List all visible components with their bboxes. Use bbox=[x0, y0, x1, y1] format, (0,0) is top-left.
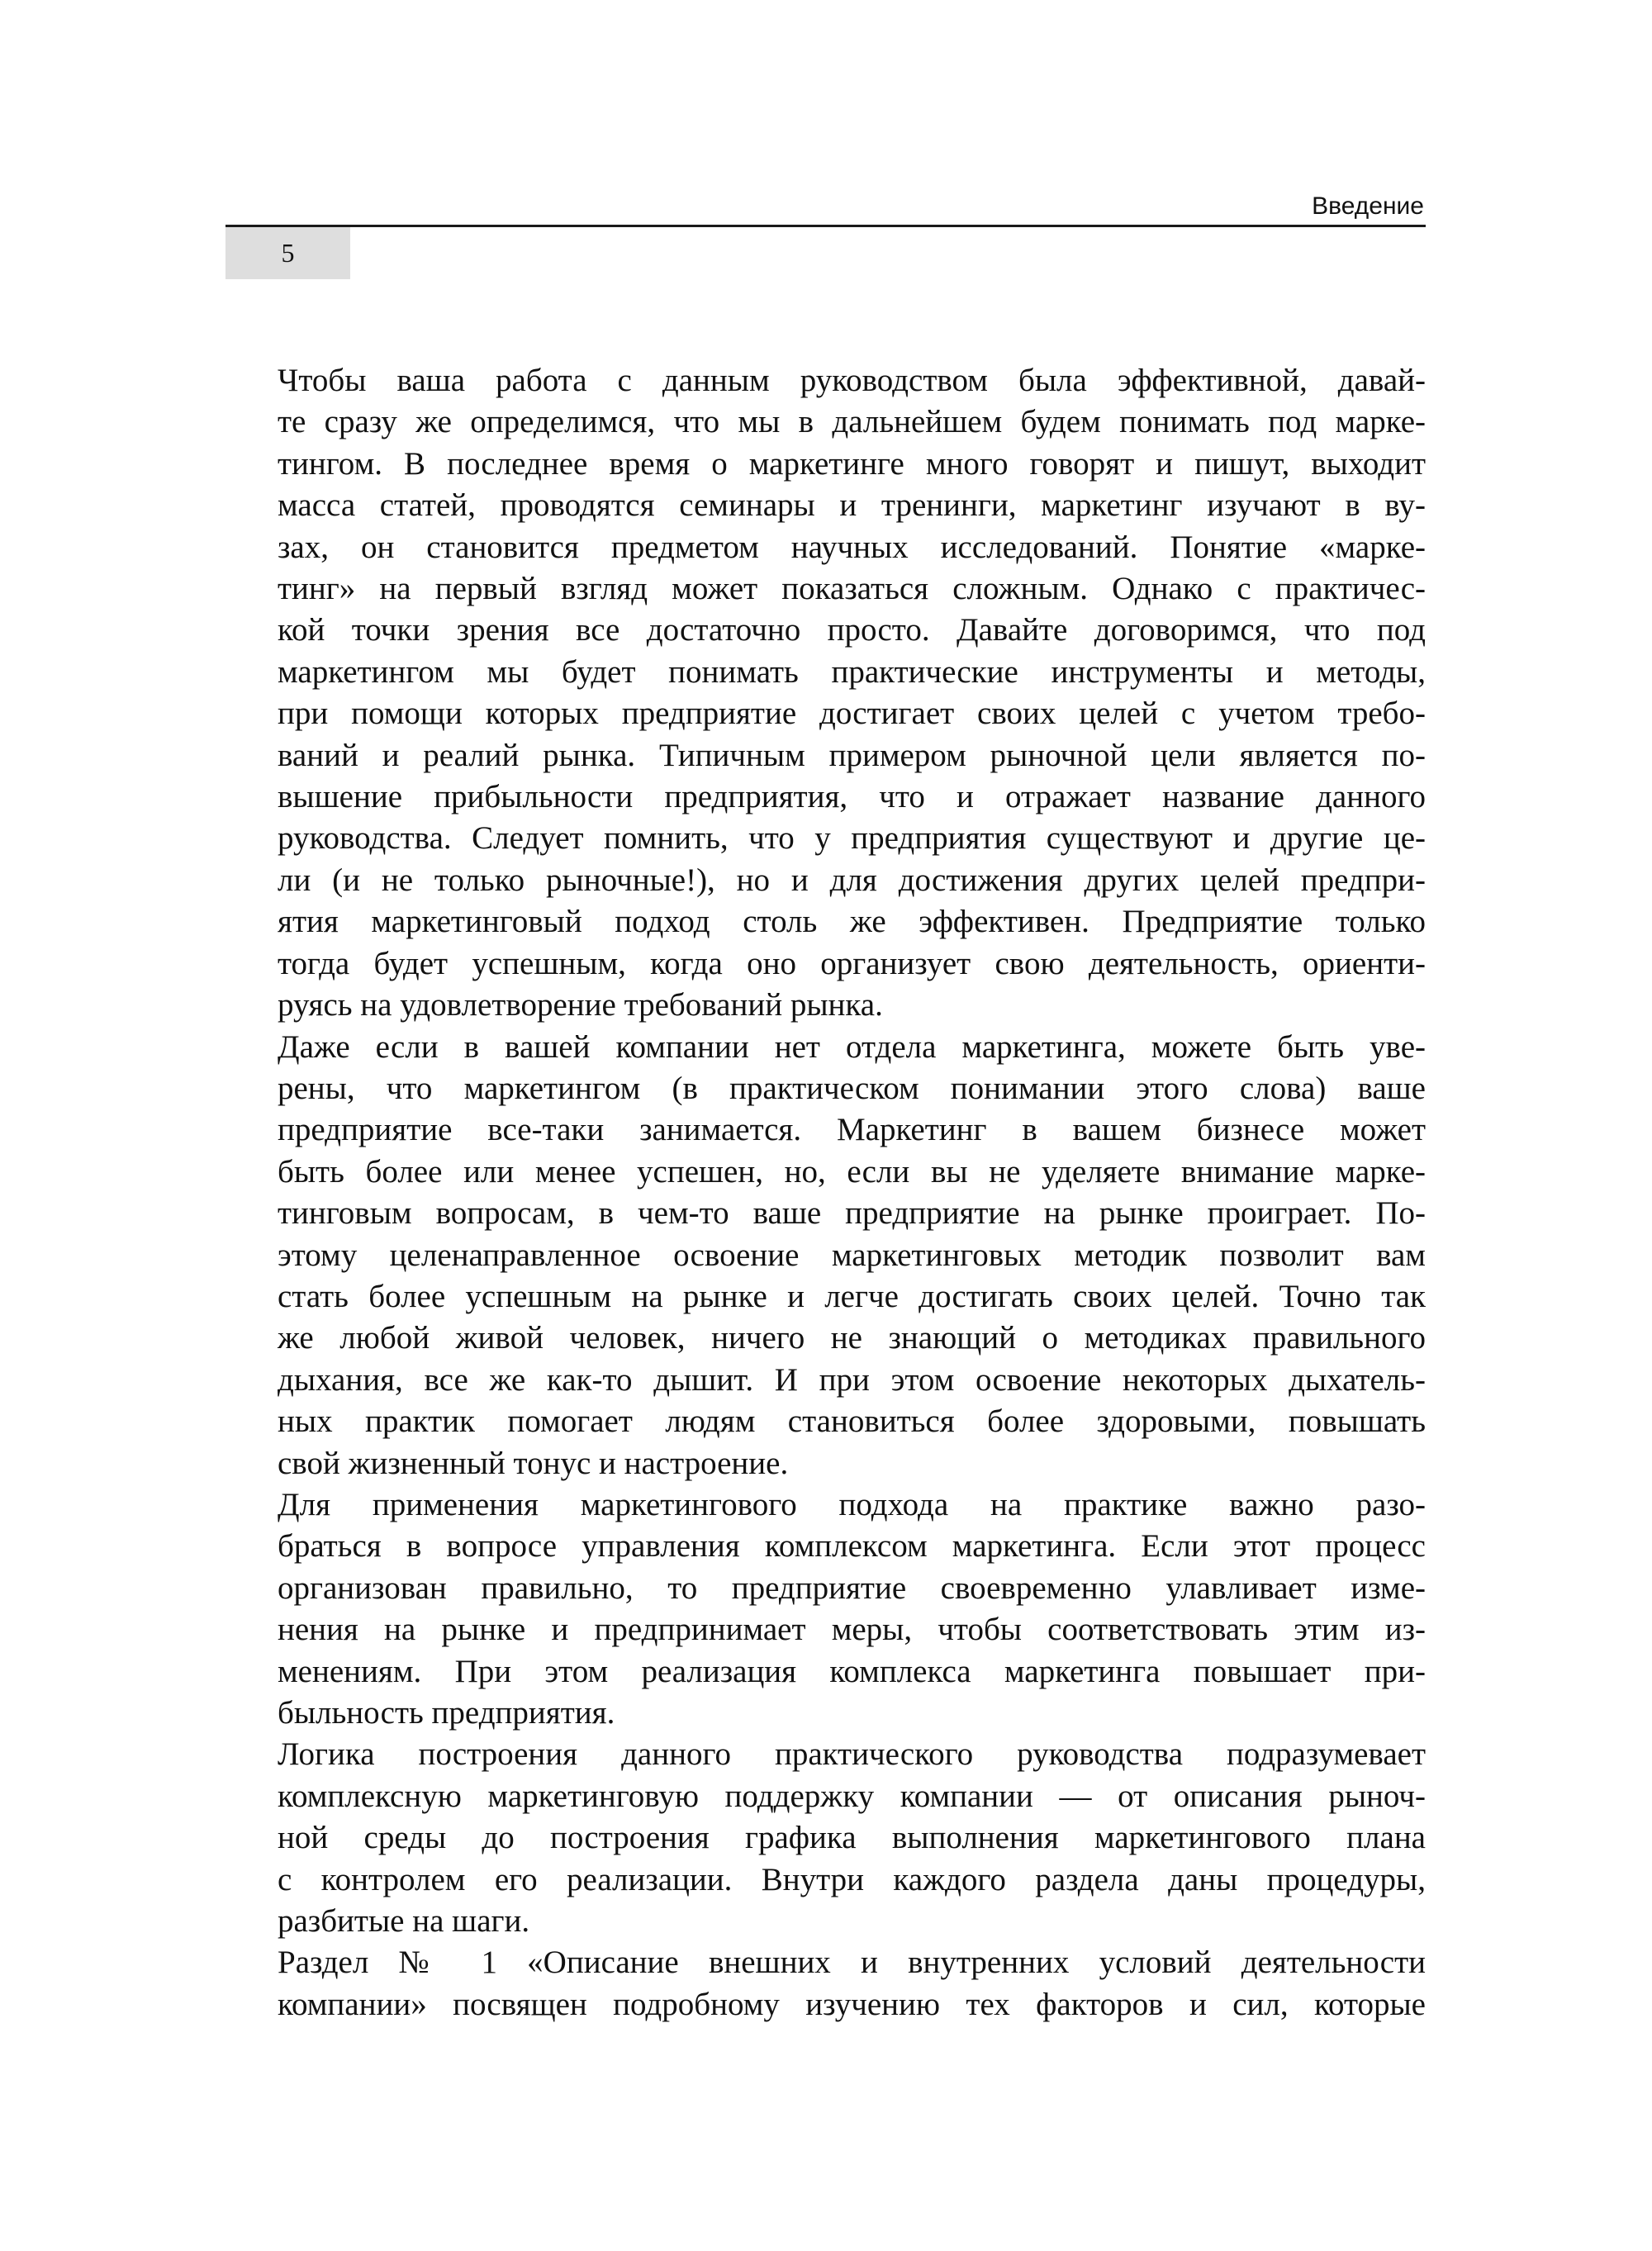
paragraph bbox=[228, 1734, 1426, 1942]
text-line: быльность предприятия. bbox=[278, 1695, 615, 1731]
text-line: масса статей, проводятся семинары и тренинги, маркетинг изучают в ву- bbox=[278, 487, 1426, 524]
paragraph bbox=[228, 1484, 1426, 1734]
text-line: ной среды до построения графика выполнения маркетингового плана bbox=[278, 1820, 1426, 1856]
text-line: тинг» на первый взгляд может показаться сложным. Однако с практичес- bbox=[278, 571, 1426, 607]
body-text bbox=[228, 360, 1426, 2025]
text-line: свой жизненный тонус и настроение. bbox=[278, 1445, 789, 1481]
page-number: 5 bbox=[281, 238, 295, 268]
text-line: зах, он становится предметом научных исследований. Понятие «марке- bbox=[278, 529, 1426, 565]
paragraph bbox=[228, 1942, 1426, 2025]
text-line: руясь на удовлетворение требований рынка. bbox=[278, 987, 883, 1023]
text-line: те сразу же определимся, что мы в дальнейшем будем понимать под марке- bbox=[278, 404, 1426, 440]
text-line: менениям. При этом реализация комплекса маркетинга повышает при- bbox=[278, 1653, 1426, 1689]
paragraph bbox=[228, 1027, 1426, 1484]
text-line: Для применения маркетингового подхода на практике важно разо- bbox=[278, 1486, 1426, 1522]
running-header bbox=[225, 188, 1426, 227]
text-line: при помощи которых предприятие достигает своих целей с учетом требо- bbox=[278, 696, 1426, 732]
text-line: руководства. Следует помнить, что у предприятия существуют и другие це- bbox=[278, 820, 1426, 857]
text-line: Логика построения данного практического руководства подразумевает bbox=[278, 1736, 1426, 1773]
text-line: ных практик помогает людям становиться более здоровыми, повышать bbox=[278, 1403, 1426, 1440]
text-line: предприятие все-таки занимается. Маркетинг в вашем бизнесе может bbox=[278, 1112, 1426, 1148]
text-line: комплексную маркетинговую поддержку компании — от описания рыноч- bbox=[278, 1778, 1426, 1814]
text-line: рены, что маркетингом (в практическом понимании этого слова) ваше bbox=[278, 1070, 1426, 1106]
text-line: ваний и реалий рынка. Типичным примером рыночной цели является по- bbox=[278, 737, 1426, 773]
text-line: ли (и не только рыночные!), но и для достижения других целей предпри- bbox=[278, 862, 1426, 898]
paragraph bbox=[228, 360, 1426, 1027]
text-line: нения на рынке и предпринимает меры, чтобы соответствовать этим из- bbox=[278, 1612, 1426, 1648]
text-line: вышение прибыльности предприятия, что и отражает название данного bbox=[278, 779, 1426, 815]
text-line: стать более успешным на рынке и легче достигать своих целей. Точно так bbox=[278, 1278, 1426, 1314]
text-line: быть более или менее успешен, но, если вы не уделяете внимание марке- bbox=[278, 1153, 1426, 1190]
text-line: маркетингом мы будет понимать практические инструменты и методы, bbox=[278, 653, 1426, 690]
running-header-title: Введение bbox=[1312, 192, 1424, 220]
text-line: Раздел № 1 «Описание внешних и внутренних условий деятельности bbox=[278, 1945, 1426, 1981]
text-line: с контролем его реализации. Внутри каждого раздела даны процедуры, bbox=[278, 1861, 1426, 1897]
text-line: разбитые на шаги. bbox=[278, 1903, 530, 1940]
page-number-box bbox=[225, 227, 350, 279]
text-line: ятия маркетинговый подход столь же эффективен. Предприятие только bbox=[278, 904, 1426, 940]
text-line: организован правильно, то предприятие своевременно улавливает изме- bbox=[278, 1570, 1426, 1606]
text-line: этому целенаправленное освоение маркетинговых методик позволит вам bbox=[278, 1237, 1426, 1273]
text-line: тингом. В последнее время о маркетинге много говорят и пишут, выходит bbox=[278, 445, 1426, 482]
text-line: Даже если в вашей компании нет отдела маркетинга, можете быть уве- bbox=[278, 1028, 1426, 1065]
text-line: дыхания, все же как-то дышит. И при этом освоение некоторых дыхатель- bbox=[278, 1361, 1426, 1398]
text-line: Чтобы ваша работа с данным руководством была эффективной, давай- bbox=[278, 363, 1426, 398]
text-line: тинговым вопросам, в чем-то ваше предприятие на рынке проиграет. По- bbox=[278, 1195, 1426, 1232]
text-line: браться в вопросе управления комплексом маркетинга. Если этот процесс bbox=[278, 1528, 1426, 1565]
text-line: же любой живой человек, ничего не знающий о методиках правильного bbox=[278, 1320, 1426, 1356]
text-line: тогда будет успешным, когда оно организует свою деятельность, ориенти- bbox=[278, 945, 1426, 981]
text-line: кой точки зрения все достаточно просто. Давайте договоримся, что под bbox=[278, 612, 1426, 648]
text-line: компании» посвящен подробному изучению тех факторов и сил, которые bbox=[278, 1986, 1426, 2022]
